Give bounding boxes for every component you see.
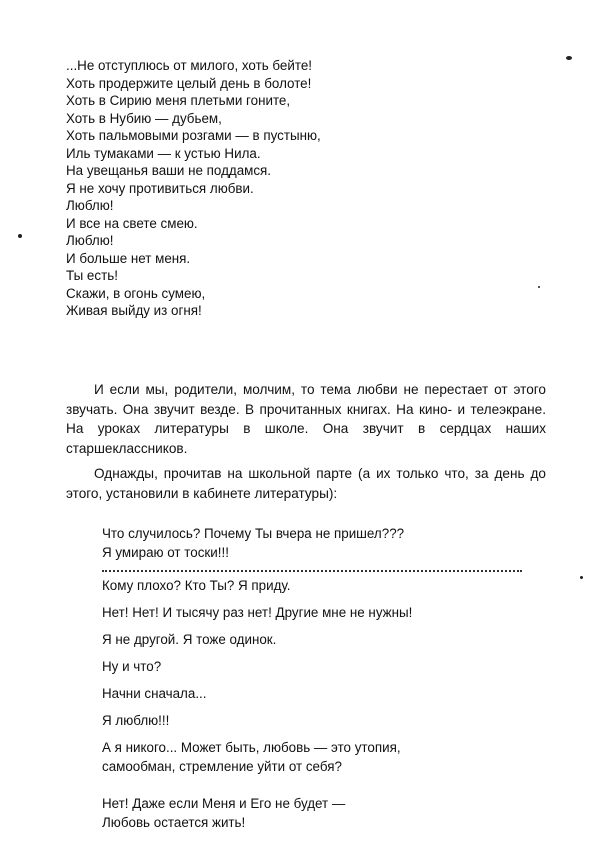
poem-line: Хоть пальмовыми розгами — в пустыню,	[66, 128, 321, 143]
desk-note	[102, 630, 542, 649]
desk-note	[102, 524, 542, 562]
poem-line: Живая выйду из огня!	[66, 303, 202, 318]
note-line: Нет! Даже если Меня и Его не будет —	[102, 796, 346, 811]
note-line: А я никого... Может быть, любовь — это утопия,	[102, 740, 401, 755]
scan-speck	[18, 234, 22, 238]
poem-line: Люблю!	[66, 233, 114, 248]
poem-line: И больше нет меня.	[66, 250, 191, 266]
poem-line: ...Не отступлюсь от милого, хоть бейте!	[66, 58, 313, 73]
desk-note	[102, 738, 542, 776]
desk-note	[102, 711, 542, 730]
poem-block	[66, 57, 486, 320]
note-line: Нет! Нет! И тысячу раз нет! Другие мне не нужны!	[102, 605, 413, 620]
scan-speck	[580, 576, 583, 579]
paragraph-school-desk: Однажды, прочитав на школьной парте (а их только что, за день до этого, установили в кабинете литературы):	[66, 466, 546, 501]
note-line: Я не другой. Я тоже одинок.	[102, 632, 277, 647]
scan-speck	[538, 286, 540, 288]
poem-line: Хоть в Нубию — дубьем,	[66, 110, 222, 126]
poem-line: Иль тумаками — к устью Нила.	[66, 145, 261, 161]
dotted-separator	[102, 570, 522, 572]
desk-note	[102, 794, 542, 832]
poem-line: Хоть продержите целый день в болоте!	[66, 75, 312, 91]
poem-line: Люблю!	[66, 198, 114, 213]
poem-line: Хоть в Сирию меня плетьми гоните,	[66, 93, 291, 108]
desk-note	[102, 576, 542, 595]
note-line: самообман, стремление уйти от себя?	[102, 759, 342, 774]
poem-line: Ты есть!	[66, 268, 118, 283]
note-line: Я умираю от тоски!!!	[102, 545, 229, 560]
poem-line: На увещанья ваши не поддамся.	[66, 163, 272, 178]
note-line: Я люблю!!!	[102, 713, 170, 728]
paragraph-parents-silence: И если мы, родители, молчим, то тема любви не перестает от этого звучать. Она звучит везде. В прочитанных книгах. На кино- и телеэкране. На уроках литературы в школе. Она звучит в сердцах наших старшеклассников.	[66, 382, 546, 456]
note-line: Что случилось? Почему Ты вчера не пришел???	[102, 526, 405, 541]
poem-line: Я не хочу противиться любви.	[66, 180, 254, 196]
desk-note	[102, 603, 542, 622]
note-line: Любовь остается жить!	[102, 815, 246, 830]
note-line: Кому плохо? Кто Ты? Я приду.	[102, 578, 291, 593]
poem-line: Скажи, в огонь сумею,	[66, 285, 206, 301]
scan-speck	[566, 56, 572, 60]
note-line: Ну и что?	[102, 659, 162, 674]
desk-note	[102, 684, 542, 703]
poem-line: И все на свете смею.	[66, 215, 198, 231]
desk-note	[102, 657, 542, 676]
note-line: Начни сначала...	[102, 686, 207, 701]
prose-block	[66, 380, 546, 503]
